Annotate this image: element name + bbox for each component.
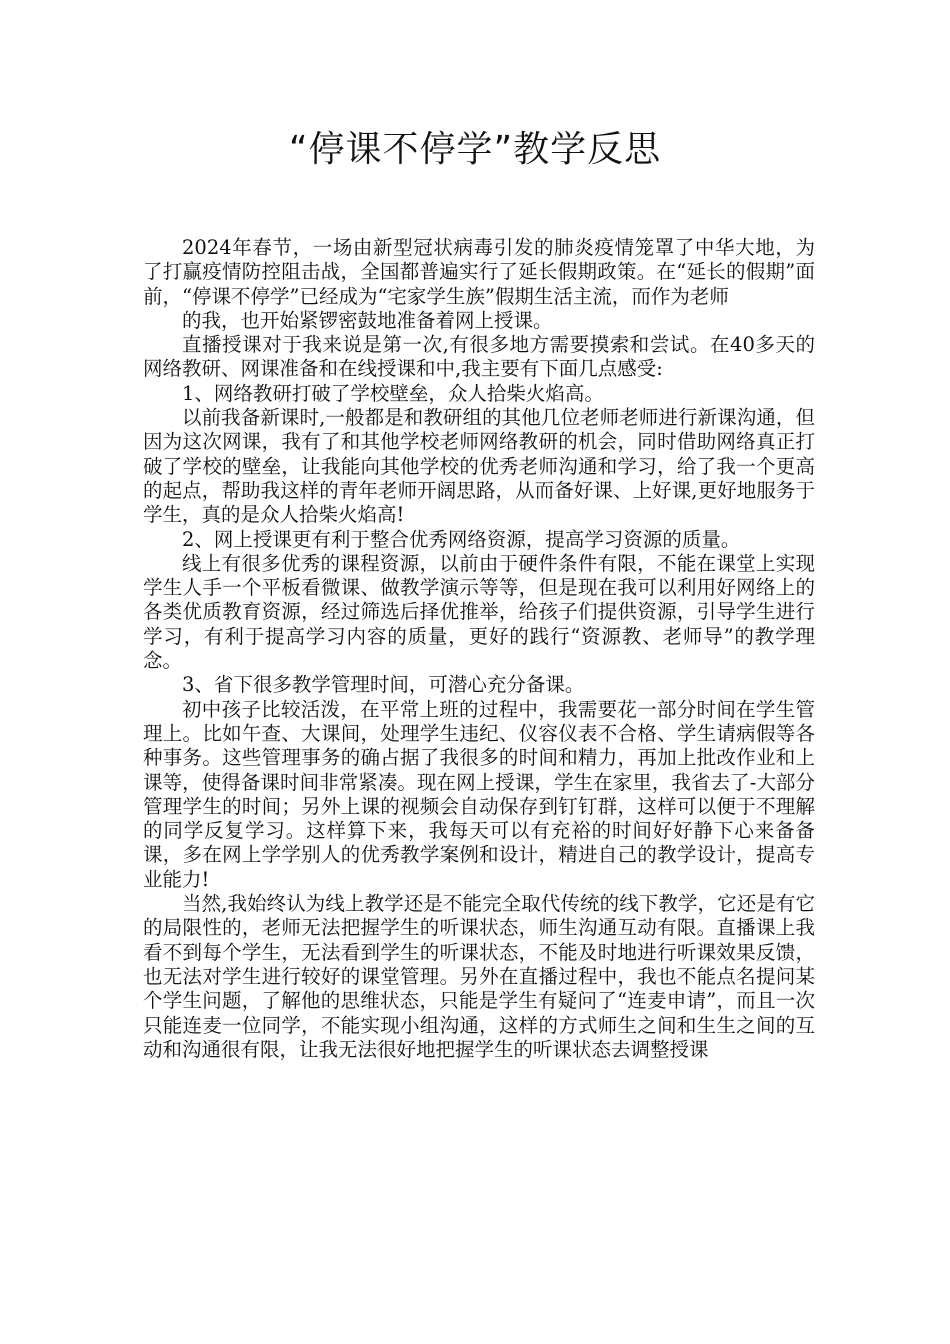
heading-point-3: 3、省下很多教学管理时间，可潜心充分备课。	[182, 673, 585, 697]
paragraph-point-1: 以前我备新课时,一般都是和教研组的其他几位老师老师进行新课沟通，但因为这次网课，我有了和其他学校老师网络教研的机会，同时借助网络真正打破了学校的壁垒，让我能向其他学校的优秀老师沟通和学习，给了我一个更高的起点，帮助我这样的青年老师开阔思路，从而备好课、上好课,更好地服务于学生，真的是众人拾柴火焰高!	[143, 406, 815, 527]
heading-point-2: 2、网上授课更有利于整合优秀网络资源，提高学习资源的质量。	[182, 527, 741, 551]
paragraph-point-3: 初中孩子比较活泼，在平常上班的过程中，我需要花一部分时间在学生管理上。比如午查、大课间，处理学生违纪、仪容仪表不合格、学生请病假等各种事务。这些管理事务的确占据了我很多的时间和精力，再加上批改作业和上课等，使得备课时间非常紧凑。现在网上授课，学生在家里，我省去了-大部分管理学生的时间；另外上课的视频会自动保存到钉钉群，这样可以便于不理解的同学反复学习。这样算下来，我每天可以有充裕的时间好好静下心来备备课，多在网上学学别人的优秀教学案例和设计，精进自己的教学设计，提高专业能力!	[143, 697, 815, 891]
document-title: “停课不停学”教学反思	[288, 129, 662, 170]
document-body	[143, 236, 815, 1062]
paragraph-intro-continued: 的我，也开始紧锣密鼓地准备着网上授课。	[182, 308, 553, 332]
paragraph-point-2: 线上有很多优秀的课程资源，以前由于硬件条件有限，不能在课堂上实现学生人手一个平板看微课、做教学演示等等，但是现在我可以利用好网络上的各类优质教育资源，经过筛选后择优推举，给孩子们提供资源，引导学生进行学习，有利于提高学习内容的质量，更好的践行“资源教、老师导”的教学理念。	[143, 551, 815, 673]
heading-point-1: 1、网络教研打破了学校壁垒，众人拾柴火焰高。	[182, 381, 604, 405]
paragraph-overview: 直播授课对于我来说是第一次,有很多地方需要摸索和尝试。在40多天的网络教研、网课准备和在线授课和中,我主要有下面几点感受:	[143, 333, 815, 381]
paragraph-intro: 2024年春节，一场由新型冠状病毒引发的肺炎疫情笼罩了中华大地，为了打赢疫情防控阻击战，全国都普遍实行了延长假期政策。在“延长的假期”面前，“停课不停学”已经成为“宅家学生族”假期生活主流，而作为老师	[143, 236, 815, 308]
paragraph-limitations: 当然,我始终认为线上教学还是不能完全取代传统的线下教学，它还是有它的局限性的，老师无法把握学生的听课状态，师生沟通互动有限。直播课上我看不到每个学生，无法看到学生的听课状态，不能及时地进行听课效果反馈，也无法对学生进行较好的课堂管理。另外在直播过程中，我也不能点名提问某个学生问题，了解他的思维状态，只能是学生有疑问了“连麦申请”，而且一次只能连麦一位同学，不能实现小组沟通，这样的方式师生之间和生生之间的互动和沟通很有限，让我无法很好地把握学生的听课状态去调整授课	[143, 892, 815, 1061]
